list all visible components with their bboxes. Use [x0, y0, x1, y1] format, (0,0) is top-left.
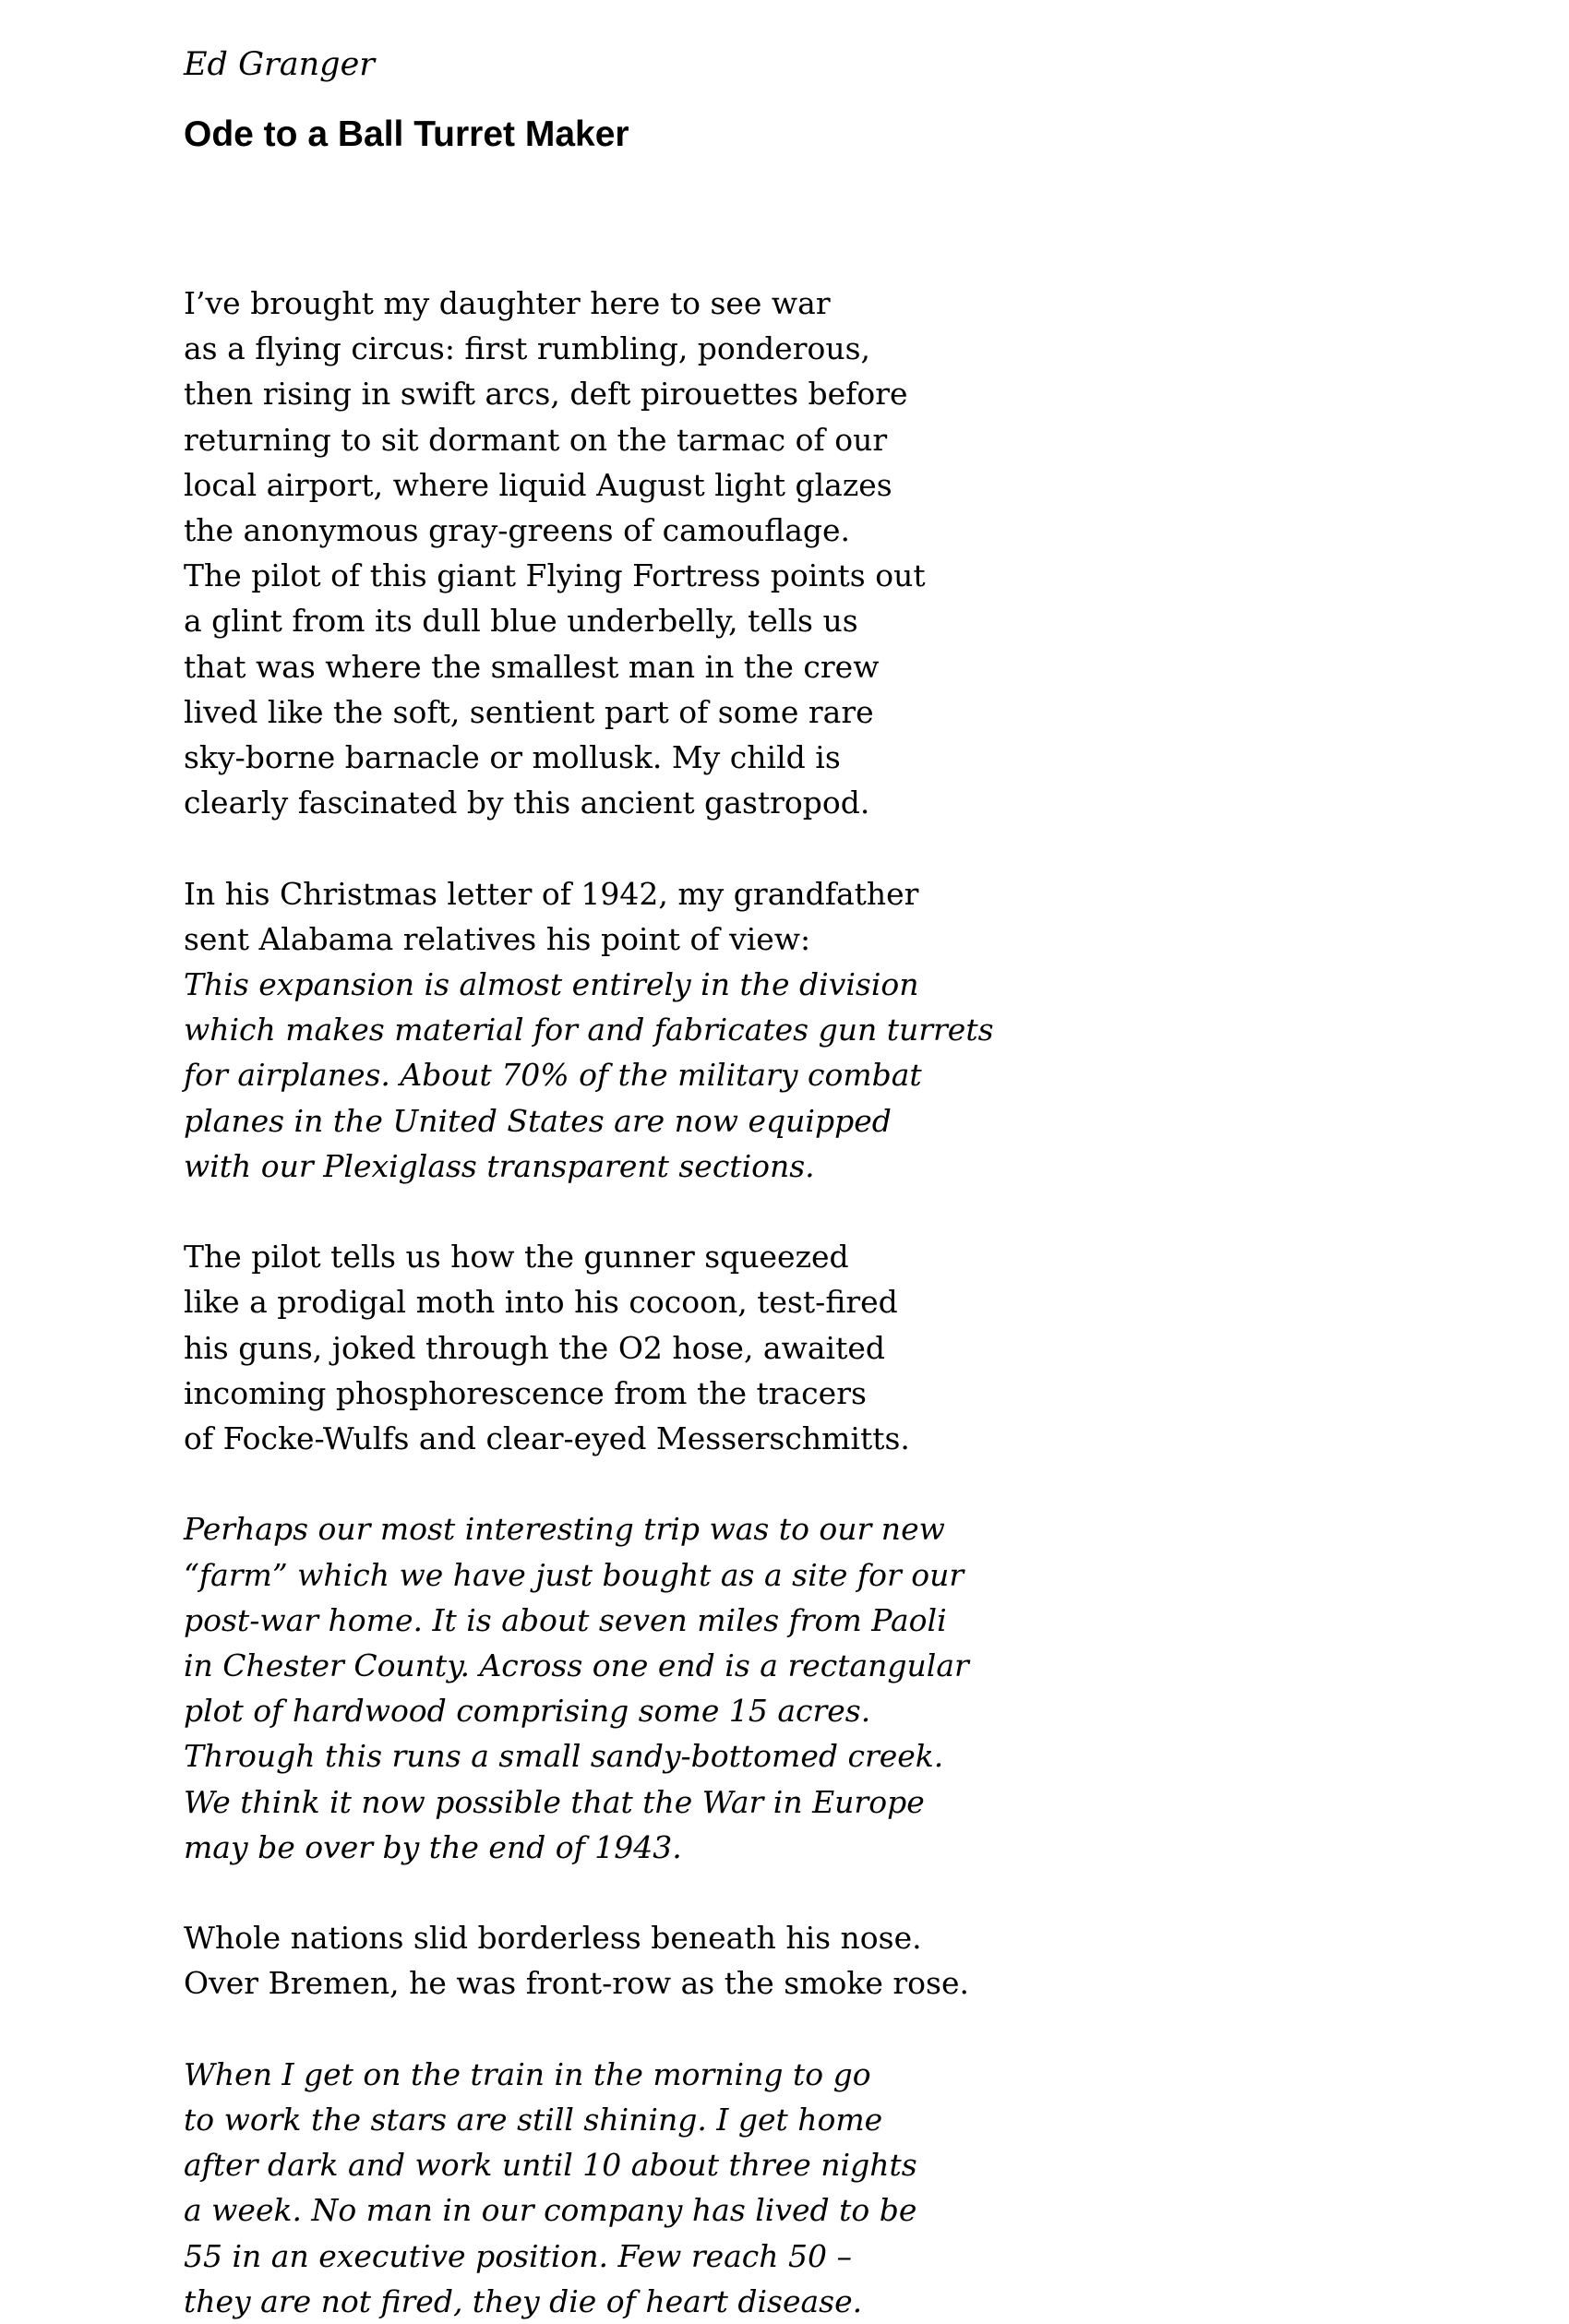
- poem-line: then rising in swift arcs, deft pirouettes before: [184, 376, 908, 413]
- poem-line: sent Alabama relatives his point of view:: [184, 920, 811, 957]
- poem-line: local airport, where liquid August light glazes: [184, 466, 892, 503]
- stanza: [184, 1234, 994, 1461]
- author-name: Ed Granger: [184, 46, 376, 83]
- quoted-letter-stanza: [184, 962, 994, 1189]
- poem-line: like a prodigal moth into his cocoon, test-fired: [184, 1284, 898, 1321]
- poem-line: The pilot tells us how the gunner squeezed: [184, 1239, 849, 1276]
- poem-line: In his Christmas letter of 1942, my grandfather: [184, 875, 919, 912]
- poem-line: lived like the soft, sentient part of some rare: [184, 693, 874, 730]
- poem-line: Through this runs a small sandy-bottomed creek.: [184, 1738, 944, 1775]
- poem-line: with our Plexiglass transparent sections.: [184, 1147, 815, 1184]
- poem-line: returning to sit dormant on the tarmac of our: [184, 421, 888, 458]
- poem-line: 55 in an executive position. Few reach 50 –: [184, 2237, 853, 2274]
- poem-line: that was where the smallest man in the crew: [184, 648, 880, 685]
- poem-line: We think it now possible that the War in Europe: [184, 1783, 925, 1820]
- poem-line: Over Bremen, he was front-row as the smoke rose.: [184, 1965, 969, 2002]
- quoted-letter-stanza: [184, 2052, 994, 2324]
- poem-line: Whole nations slid borderless beneath his nose.: [184, 1920, 922, 1957]
- poem-line: This expansion is almost entirely in the division: [184, 966, 919, 1003]
- poem-line: clearly fascinated by this ancient gastropod.: [184, 785, 870, 821]
- poem-line: sky-borne barnacle or mollusk. My child is: [184, 739, 841, 776]
- poem-line: may be over by the end of 1943.: [184, 1828, 682, 1865]
- stanza: [184, 281, 994, 825]
- poem-line: as a flying circus: first rumbling, ponderous,: [184, 330, 871, 367]
- poem-page: [184, 42, 1457, 2319]
- poem-line: planes in the United States are now equipped: [184, 1102, 892, 1139]
- quoted-letter-stanza: [184, 1506, 994, 1870]
- poem-line: incoming phosphorescence from the tracers: [184, 1374, 867, 1411]
- poem-line: I’ve brought my daughter here to see war: [184, 285, 831, 321]
- poem-line: his guns, joked through the O2 hose, awaited: [184, 1329, 885, 1366]
- poem-line: which makes material for and fabricates gun turrets: [184, 1012, 994, 1048]
- poem-line: plot of hardwood comprising some 15 acres.: [184, 1693, 871, 1730]
- poem-line: they are not fired, they die of heart disease.: [184, 2282, 863, 2319]
- poem-line: of Focke-Wulfs and clear-eyed Messerschmitts.: [184, 1420, 910, 1457]
- poem-line: a week. No man in our company has lived to be: [184, 2192, 917, 2229]
- poem-body: [184, 281, 994, 2324]
- poem-line: the anonymous gray-greens of camouflage.: [184, 512, 851, 549]
- poem-line: a glint from its dull blue underbelly, tells us: [184, 603, 858, 640]
- poem-title: Ode to a Ball Turret Maker: [184, 114, 629, 154]
- poem-line: Perhaps our most interesting trip was to our new: [184, 1511, 945, 1548]
- stanza: [184, 871, 994, 962]
- poem-line: to work the stars are still shining. I get home: [184, 2102, 883, 2138]
- poem-line: in Chester County. Across one end is a rectangular: [184, 1647, 969, 1684]
- poem-line: When I get on the train in the morning to go: [184, 2055, 871, 2092]
- poem-line: The pilot of this giant Flying Fortress points out: [184, 557, 926, 594]
- poem-line: post-war home. It is about seven miles from Paoli: [184, 1601, 947, 1638]
- poem-line: after dark and work until 10 about three nights: [184, 2147, 917, 2184]
- poem-line: for airplanes. About 70% of the military combat: [184, 1057, 922, 1094]
- poem-line: “farm” which we have just bought as a site for our: [184, 1556, 964, 1593]
- stanza: [184, 1915, 994, 2006]
